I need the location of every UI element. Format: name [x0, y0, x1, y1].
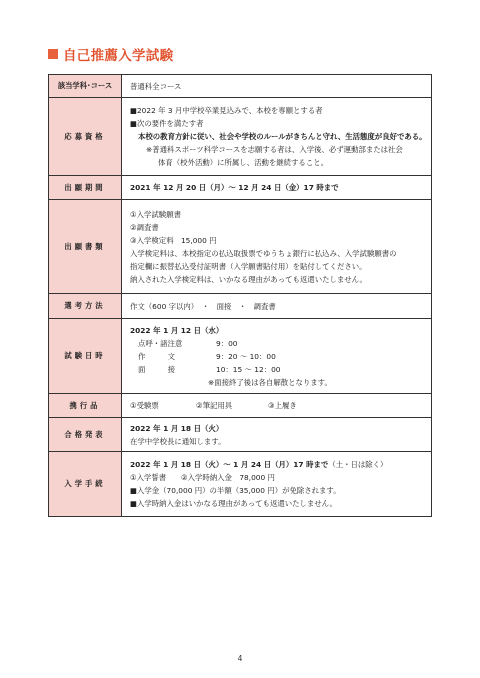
item-shoes: ③上履き [268, 401, 297, 410]
row-schedule [49, 319, 432, 394]
value-enrollment [122, 452, 432, 517]
enroll-line-4: ■入学時納入金はいかなる理由があっても返還いたしません。 [130, 499, 337, 508]
value-qualification [122, 98, 432, 176]
schedule-item-time: 9：00 [216, 338, 238, 348]
value-schedule [122, 319, 432, 394]
enroll-period: 2022 年 1 月 18 日（火）～ 1 月 24 日（月）17 時まで [130, 460, 329, 469]
enroll-period-suffix: （土・日は除く） [328, 460, 388, 469]
schedule-item-time: 9：20 ～ 10：00 [216, 351, 276, 361]
doc-line-6: 納入された入学検定料は、いかなる理由があっても返還いたしません。 [130, 274, 367, 284]
schedule-item-name: 点呼・諸注意 [138, 338, 183, 348]
announcement-note: 在学中学校長に通知します。 [130, 436, 226, 446]
label-course: 該当学科･コース [49, 75, 122, 98]
qual-line-1: ■2022 年 3 月中学校卒業見込みで、本校を専願とする者 [130, 106, 323, 115]
row-course [49, 75, 432, 98]
schedule-date: 2022 年 1 月 12 日（水） [130, 325, 224, 335]
row-announcement [49, 418, 432, 452]
schedule-item [130, 350, 423, 363]
row-qualification [49, 98, 432, 176]
schedule-item-name: 作 文 [138, 351, 175, 361]
row-method [49, 294, 432, 319]
row-items [49, 394, 432, 418]
qual-line-2: ■次の要件を満たす者 [130, 119, 204, 128]
page-number: 4 [237, 654, 243, 663]
schedule-item [130, 363, 423, 376]
schedule-note: ※面接終了後は各自解散となります。 [208, 377, 332, 387]
row-enrollment [49, 452, 432, 517]
label-announcement: 合格発表 [49, 418, 122, 452]
schedule-item-time: 10：15 ～ 12：00 [216, 364, 281, 374]
doc-line-5: 指定欄に振替払込受付証明書（入学願書貼付用）を貼付してください。 [130, 261, 367, 271]
value-period: 2021 年 12 月 20 日（月）～ 12 月 24 日（金）17 時まで [122, 176, 432, 200]
items-list [130, 399, 423, 412]
item-stationery: ②筆記用具 [196, 401, 233, 410]
label-period: 出願期間 [49, 176, 122, 200]
doc-line-4: 入学検定料は、本校指定の払込取扱票でゆうちょ銀行に払込み、入学試験願書の [130, 248, 397, 258]
label-method: 選考方法 [49, 294, 122, 319]
label-qualification: 応募資格 [49, 98, 122, 176]
section-heading [48, 44, 173, 64]
label-schedule: 試験日時 [49, 319, 122, 394]
doc-line-3: ③入学検定料 15,000 円 [130, 235, 217, 245]
enroll-line-2: ①入学誓書 ②入学時納入金 78,000 円 [130, 473, 275, 482]
heading-title: 自己推薦入学試験 [63, 48, 174, 64]
row-period [49, 176, 432, 200]
value-method: 作文（600 字以内） ・ 面接 ・ 調査書 [122, 294, 432, 319]
schedule-item-name: 面 接 [138, 364, 175, 374]
admission-table [48, 74, 432, 517]
value-documents [122, 200, 432, 294]
qual-line-4: ※普通科スポーツ科学コースを志願する者は、入学後、必ず運動部または社会 [146, 145, 403, 154]
announcement-date: 2022 年 1 月 18 日（火） [130, 423, 224, 433]
value-items [122, 394, 432, 418]
enroll-line-1 [130, 458, 423, 471]
qual-line-5: 体育（校外活動）に所属し、活動を継続すること。 [158, 158, 328, 167]
heading-square-icon [48, 49, 58, 59]
row-documents [49, 200, 432, 294]
doc-line-2: ②調査書 [130, 222, 159, 232]
schedule-item [130, 337, 423, 350]
qual-line-3: 本校の教育方針に従い、社会や学校のルールがきちんと守れ、生活態度が良好である。 [138, 132, 427, 141]
value-announcement [122, 418, 432, 452]
item-ticket: ①受験票 [130, 401, 159, 410]
value-course: 普通科全コース [122, 75, 432, 98]
enroll-line-3: ■入学金（70,000 円）の半額（35,000 円）が免除されます。 [130, 486, 341, 495]
label-documents: 出願書類 [49, 200, 122, 294]
label-enrollment: 入学手続 [49, 452, 122, 517]
doc-line-1: ①入学試験願書 [130, 209, 181, 219]
label-items: 携行品 [49, 394, 122, 418]
